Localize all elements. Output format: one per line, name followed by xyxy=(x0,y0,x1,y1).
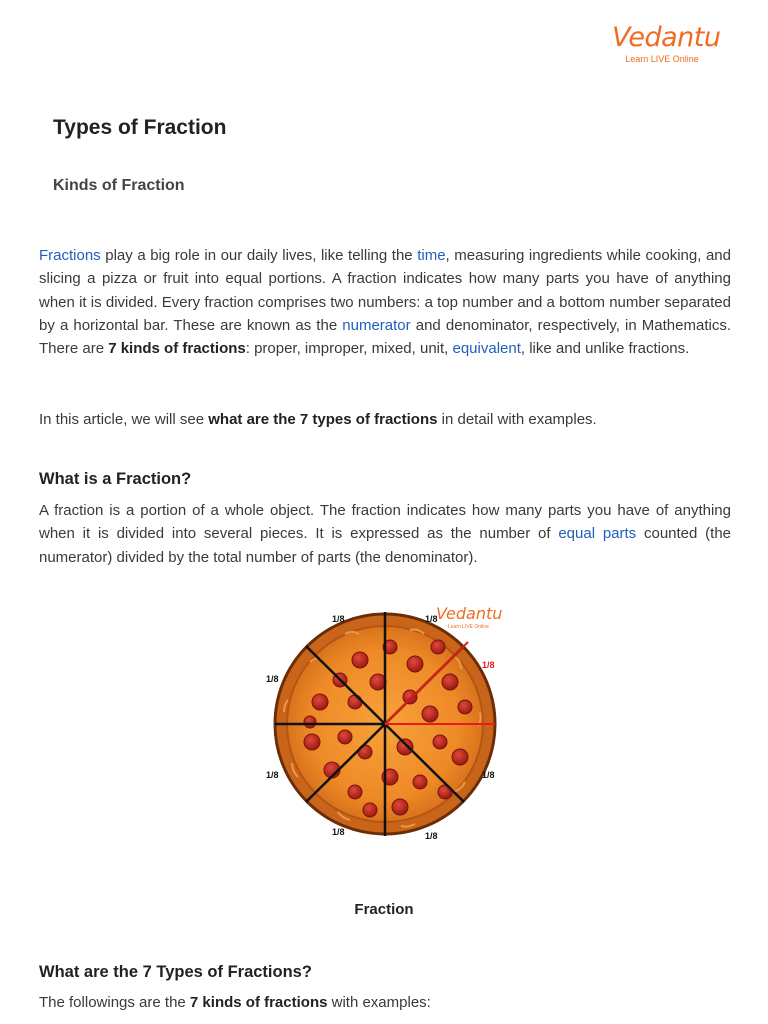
page-subtitle: Kinds of Fraction xyxy=(53,177,185,194)
figure-watermark-logo xyxy=(436,604,502,630)
slice-label: 1/8 xyxy=(332,827,345,837)
link-time[interactable]: time xyxy=(417,247,446,264)
intro-bold-kinds: 7 kinds of fractions xyxy=(108,340,246,358)
types-text-2: with examples: xyxy=(327,994,431,1011)
intro-text-3: and denominator, respectively, in Mathematics. There are xyxy=(39,316,731,358)
pizza-diagram xyxy=(250,602,520,852)
article-intro-text-1: In this article, we will see xyxy=(39,411,209,428)
intro-paragraph xyxy=(39,244,731,360)
what-text-2: counted (the numerator) divided by the total number of parts (the denominator). xyxy=(39,525,732,566)
logo-tagline: Learn LIVE Online xyxy=(625,54,699,64)
what-is-fraction-paragraph xyxy=(39,499,731,569)
figure-caption: Fraction xyxy=(354,901,414,918)
watermark-wordmark: Vedantu xyxy=(436,604,503,623)
article-intro-bold: what are the 7 types of fractions xyxy=(208,411,438,428)
heading-what-is-fraction: What is a Fraction? xyxy=(39,470,192,488)
article-intro-paragraph xyxy=(39,408,731,431)
link-numerator[interactable]: numerator xyxy=(342,316,411,334)
intro-text-1: play a big role in our daily lives, like telling the xyxy=(100,247,418,264)
intro-text-2: , measuring ingredients while cooking, and slicing a pizza or fruit into equal portions. A fraction indicates how many parts you have of anything when it is divided. Every fraction comprises two numbers: a top number and a bottom number separated by a horizontal bar. These are known as the xyxy=(39,247,731,334)
slice-label: 1/8 xyxy=(482,770,495,780)
link-equal-parts[interactable]: equal parts xyxy=(558,525,637,543)
watermark-tagline: Learn LIVE Online xyxy=(448,624,489,630)
slice-label: 1/8 xyxy=(425,831,438,841)
intro-text-4: : proper, improper, mixed, unit, xyxy=(245,340,453,358)
article-intro-text-2: in detail with examples. xyxy=(437,411,597,428)
page-title: Types of Fraction xyxy=(53,116,227,139)
slice-label-highlighted: 1/8 xyxy=(482,660,495,670)
pizza-fraction-figure xyxy=(250,602,520,852)
slice-label: 1/8 xyxy=(266,770,279,780)
link-fractions[interactable]: Fractions xyxy=(39,247,101,264)
slice-label: 1/8 xyxy=(332,614,345,624)
heading-types-of-fractions: What are the 7 Types of Fractions? xyxy=(39,963,312,981)
types-text-1: The followings are the xyxy=(39,994,190,1011)
types-bold-kinds: 7 kinds of fractions xyxy=(189,994,328,1011)
link-equivalent[interactable]: equivalent xyxy=(452,340,521,358)
slice-label: 1/8 xyxy=(266,674,279,684)
slice-label: 1/8 xyxy=(425,614,438,624)
intro-text-5: , like and unlike fractions. xyxy=(520,340,690,358)
logo-wordmark: Vedantu xyxy=(612,22,721,53)
what-text-1: A fraction is a portion of a whole object. The fraction indicates how many parts you have of anything when it is divided into several pieces. It is expressed as the number of xyxy=(39,502,731,543)
vedantu-logo[interactable] xyxy=(612,22,721,65)
types-intro-paragraph xyxy=(39,991,731,1014)
